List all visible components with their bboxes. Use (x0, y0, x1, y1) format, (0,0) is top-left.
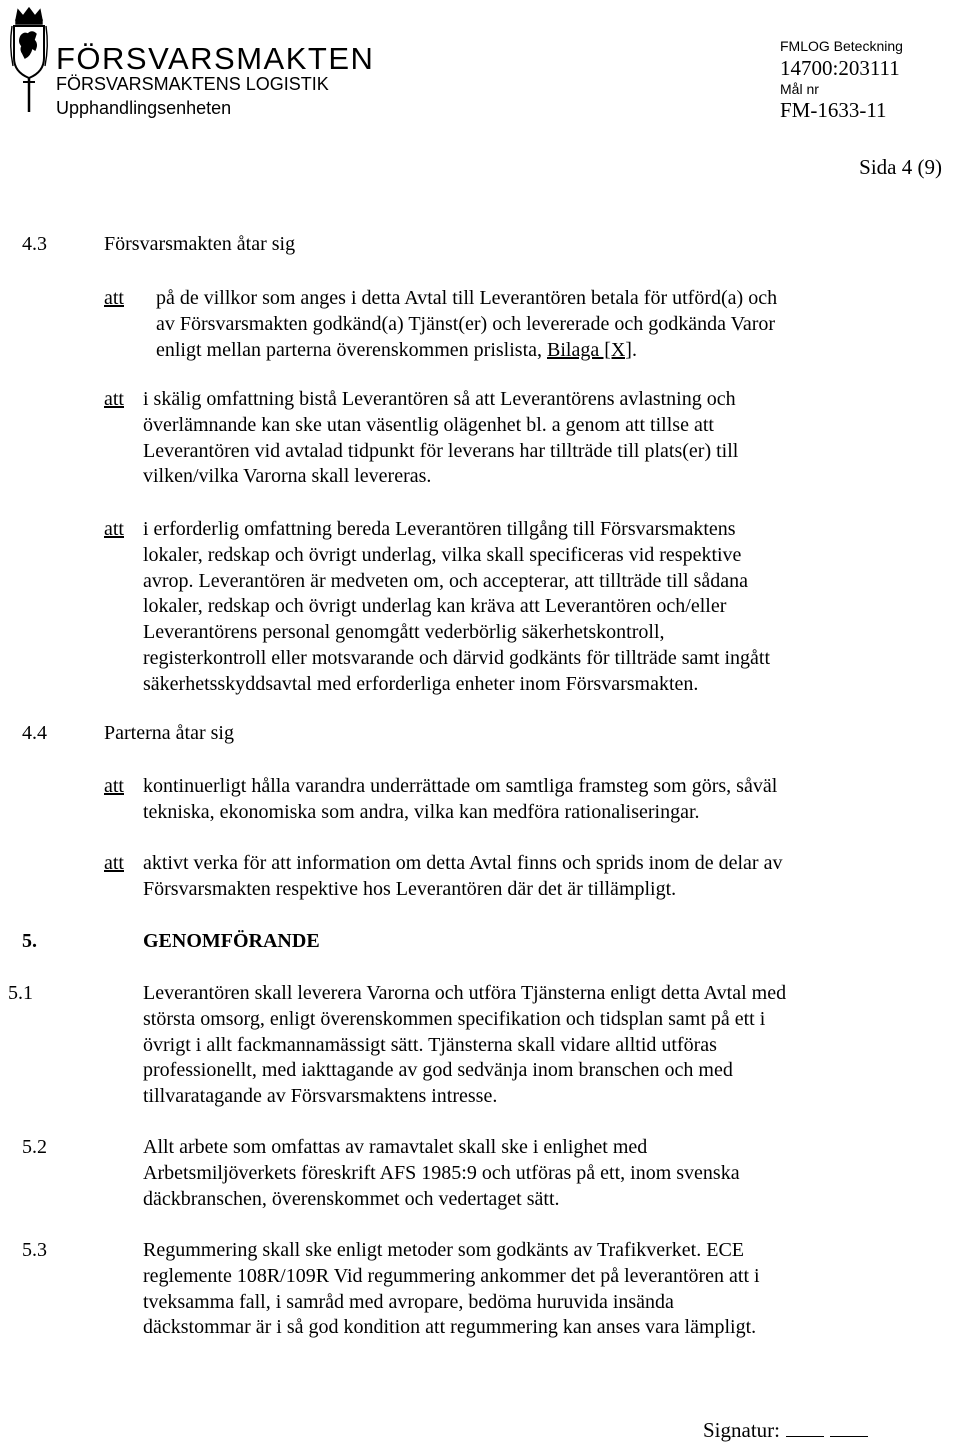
paragraph-line: registerkontroll eller motsvarande och därvid godkänts för tillträde samt ingått (143, 646, 771, 669)
paragraph-line: Leverantören skall leverera Varorna och utföra Tjänsterna enligt detta Avtal med (143, 982, 787, 1004)
list-item (143, 387, 738, 490)
paragraph-line: Leverantörens personal genomgått vederbörlig säkerhetskontroll, (143, 621, 665, 644)
paragraph-line: avrop. Leverantören är medveten om, och accepterar, att tillträde till sådana (143, 569, 749, 592)
paragraph-line: lokaler, redskap och övrigt underlag, vilka skall specificeras vid respektive (143, 543, 742, 566)
signature-field (703, 1418, 868, 1442)
section-4-3-title: Försvarsmakten åtar sig (104, 233, 296, 255)
fmlog-label: FMLOG Beteckning (780, 38, 903, 54)
paragraph-line: aktivt verka för att information om detta Avtal finns och sprids inom de delar av (143, 852, 783, 874)
signature-blank-2 (830, 1436, 868, 1437)
paragraph-line: Allt arbete som omfattas av ramavtalet skall ske i enlighet med (143, 1136, 648, 1158)
fmlog-value: 14700:203111 (780, 56, 900, 80)
page-number: Sida 4 (9) (859, 155, 942, 179)
paragraph-line: lokaler, redskap och övrigt underlag kan kräva att Leverantören och/eller (143, 595, 727, 618)
paragraph-line: på de villkor som anges i detta Avtal till Leverantören betala för utförd(a) och (156, 287, 778, 309)
paragraph-line: vilken/vilka Varorna skall levereras. (143, 465, 432, 488)
paragraph-line: tillvaratagande av Försvarsmaktens intresse. (143, 1085, 498, 1108)
malnr-value: FM-1633-11 (780, 98, 887, 122)
paragraph-line: Leverantören vid avtalad tidpunkt för leverans har tillträde till plats(er) till (143, 439, 739, 462)
section-5-number: 5. (22, 930, 37, 952)
bilaga-link[interactable]: Bilaga [X] (547, 338, 632, 361)
att-indicator: att (104, 388, 124, 410)
section-5-title: GENOMFÖRANDE (143, 930, 320, 952)
paragraph-line: övrigt i allt fackmannamässigt sätt. Tjänsterna skall vidare alltid utföras (143, 1033, 717, 1056)
paragraph-line: säkerhetsskyddsavtal med erforderliga enheter inom Försvarsmakten. (143, 672, 699, 695)
list-item (143, 851, 782, 903)
paragraph-line: största omsorg, enligt överenskommen specifikation och tidsplan samt på ett i (143, 1007, 766, 1030)
clause-number: 5.2 (22, 1136, 47, 1158)
section-4-3-number: 4.3 (22, 233, 47, 255)
organization-name: FÖRSVARSMAKTEN (56, 41, 375, 76)
clause-text (143, 1238, 760, 1341)
paragraph-line: tekniska, ekonomiska som andra, vilka kan medföra rationaliseringar. (143, 800, 700, 823)
paragraph-line: enligt mellan parterna överenskommen prislista, Bilaga [X]. (156, 338, 637, 361)
att-indicator: att (104, 852, 124, 874)
att-indicator: att (104, 518, 124, 540)
att-indicator: att (104, 775, 124, 797)
clause-number: 5.1 (8, 982, 33, 1004)
paragraph-line: Försvarsmakten respektive hos Leverantören där det är tillämpligt. (143, 877, 677, 900)
paragraph-line: tveksamma fall, i samråd med avropare, bedöma huruvida insända (143, 1290, 674, 1313)
list-item (143, 774, 777, 826)
paragraph-line: i skälig omfattning bistå Leverantören så att Leverantörens avlastning och (143, 388, 736, 410)
paragraph-line: av Försvarsmakten godkänd(a) Tjänst(er) och levererade och godkända Varor (156, 312, 776, 335)
paragraph-line: reglemente 108R/109R Vid regummering ankommer det på leverantören att i (143, 1264, 760, 1287)
att-indicator: att (104, 287, 124, 309)
paragraph-line: professionellt, med iakttagande av god sedvänja inom branschen och med (143, 1059, 733, 1082)
list-item (156, 286, 777, 363)
clause-text (143, 981, 786, 1110)
paragraph-line: däckbranschen, överenskommet och vedertaget sätt. (143, 1187, 560, 1210)
paragraph-line: Arbetsmiljöverkets föreskrift AFS 1985:9 och utföras på ett, inom svenska (143, 1161, 740, 1184)
organization-subtitle: FÖRSVARSMAKTENS LOGISTIK (56, 74, 329, 94)
clause-text (143, 1135, 740, 1212)
clause-number: 5.3 (22, 1239, 47, 1261)
paragraph-line: däckstommar är i så god kondition att regummering kan anses vara lämpligt. (143, 1316, 757, 1339)
section-4-4-number: 4.4 (22, 722, 47, 744)
organization-unit: Upphandlingsenheten (56, 98, 232, 118)
signature-label: Signatur: (703, 1418, 780, 1442)
section-4-4-title: Parterna åtar sig (104, 722, 234, 744)
coat-of-arms-logo (8, 6, 50, 116)
paragraph-line: Regummering skall ske enligt metoder som godkänts av Trafikverket. ECE (143, 1239, 745, 1261)
malnr-label: Mål nr (780, 81, 819, 97)
signature-blank-1 (786, 1436, 824, 1437)
paragraph-line: kontinuerligt hålla varandra underrättade om samtliga framsteg som görs, såväl (143, 775, 778, 797)
paragraph-line: överlämnande kan ske utan väsentlig olägenhet bl. a genom att tillse att (143, 413, 714, 436)
paragraph-line: i erforderlig omfattning bereda Leverantören tillgång till Försvarsmaktens (143, 518, 736, 540)
list-item (143, 517, 770, 698)
